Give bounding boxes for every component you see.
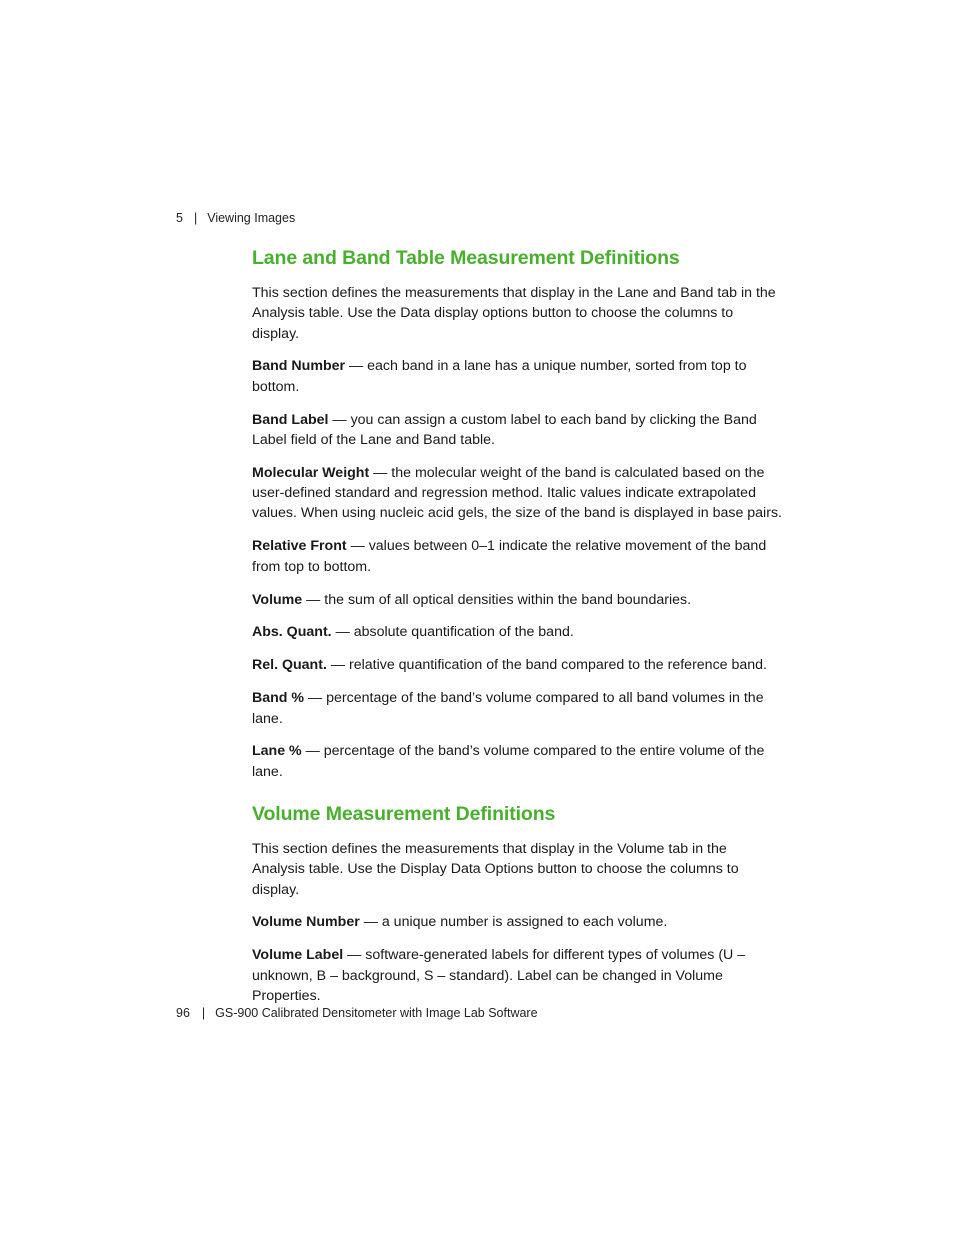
section-intro-lane-band: This section defines the measurements that display in the Lane and Band tab in the Analysis table. Use the Data display options button to choose the columns to display.	[252, 285, 776, 342]
definition-description: the sum of all optical densities within the band boundaries.	[324, 591, 692, 608]
definition-volume	[252, 590, 782, 610]
definition-volume-label	[252, 945, 782, 1006]
definition-rel-quant	[252, 655, 782, 675]
definition-lane-percent	[252, 741, 782, 782]
definition-description: a unique number is assigned to each volume.	[381, 914, 668, 931]
em-dash: —	[335, 624, 350, 641]
definition-description: absolute quantification of the band.	[353, 624, 574, 641]
definition-relative-front	[252, 536, 782, 577]
definition-term: Band %	[252, 690, 305, 707]
em-dash: —	[307, 690, 323, 707]
running-header	[176, 211, 295, 225]
chapter-number: 5	[176, 211, 183, 225]
em-dash: —	[306, 591, 321, 608]
definition-term: Abs. Quant.	[252, 624, 332, 641]
em-dash: —	[348, 358, 364, 375]
definition-term: Relative Front	[252, 538, 347, 555]
definition-band-label	[252, 410, 782, 451]
definition-term: Volume Number	[252, 914, 360, 931]
em-dash: —	[350, 538, 365, 555]
em-dash: —	[373, 464, 388, 481]
definition-term: Lane %	[252, 743, 302, 760]
definition-description: percentage of the band’s volume compared to all band volumes in the lane.	[252, 690, 764, 727]
header-separator: |	[193, 211, 198, 225]
definition-term: Band Number	[252, 358, 346, 375]
definition-term: Rel. Quant.	[252, 657, 327, 674]
book-title: GS-900 Calibrated Densitometer with Image Lab Software	[215, 1006, 538, 1020]
definition-description: relative quantification of the band compared to the reference band.	[348, 657, 768, 674]
definition-term: Molecular Weight	[252, 464, 370, 481]
definition-volume-number	[252, 912, 782, 932]
em-dash: —	[332, 411, 347, 428]
definition-description: values between 0–1 indicate the relative movement of the band from top to bottom.	[252, 538, 767, 575]
section-intro-volume: This section defines the measurements that display in the Volume tab in the Analysis table. Use the Display Data Options button to choose the columns to display.	[252, 840, 739, 898]
page-footer	[176, 1006, 538, 1020]
definition-description: you can assign a custom label to each band by clicking the Band Label field of the Lane and Band table.	[252, 411, 757, 448]
definition-abs-quant	[252, 622, 782, 642]
definition-term: Band Label	[252, 411, 329, 428]
definition-description: software-generated labels for different types of volumes (U – unknown, B – background, S – standard). Label can be changed in Volume Properties.	[252, 947, 746, 1004]
definition-description: the molecular weight of the band is calculated based on the user-defined standard and regression method. Italic values indicate extrapolated values. When using nucleic acid gels, the size of the band is displayed in base pairs.	[252, 464, 782, 522]
definition-term: Volume	[252, 591, 303, 608]
section-heading-lane-band: Lane and Band Table Measurement Definitions	[252, 247, 680, 269]
page-number: 96	[176, 1006, 190, 1020]
page-content	[252, 244, 782, 1006]
definition-description: each band in a lane has a unique number, sorted from top to bottom.	[252, 358, 747, 395]
definition-band-percent	[252, 688, 782, 729]
definition-term: Volume Label	[252, 947, 344, 964]
chapter-title: Viewing Images	[207, 211, 296, 225]
footer-separator: |	[201, 1006, 206, 1020]
em-dash: —	[363, 914, 378, 931]
em-dash: —	[330, 657, 346, 674]
definition-description: percentage of the band’s volume compared to the entire volume of the lane.	[252, 743, 765, 780]
definition-band-number	[252, 356, 782, 397]
section-heading-volume: Volume Measurement Definitions	[252, 802, 556, 825]
em-dash: —	[305, 743, 320, 760]
definition-molecular-weight	[252, 463, 782, 524]
em-dash: —	[347, 947, 362, 964]
